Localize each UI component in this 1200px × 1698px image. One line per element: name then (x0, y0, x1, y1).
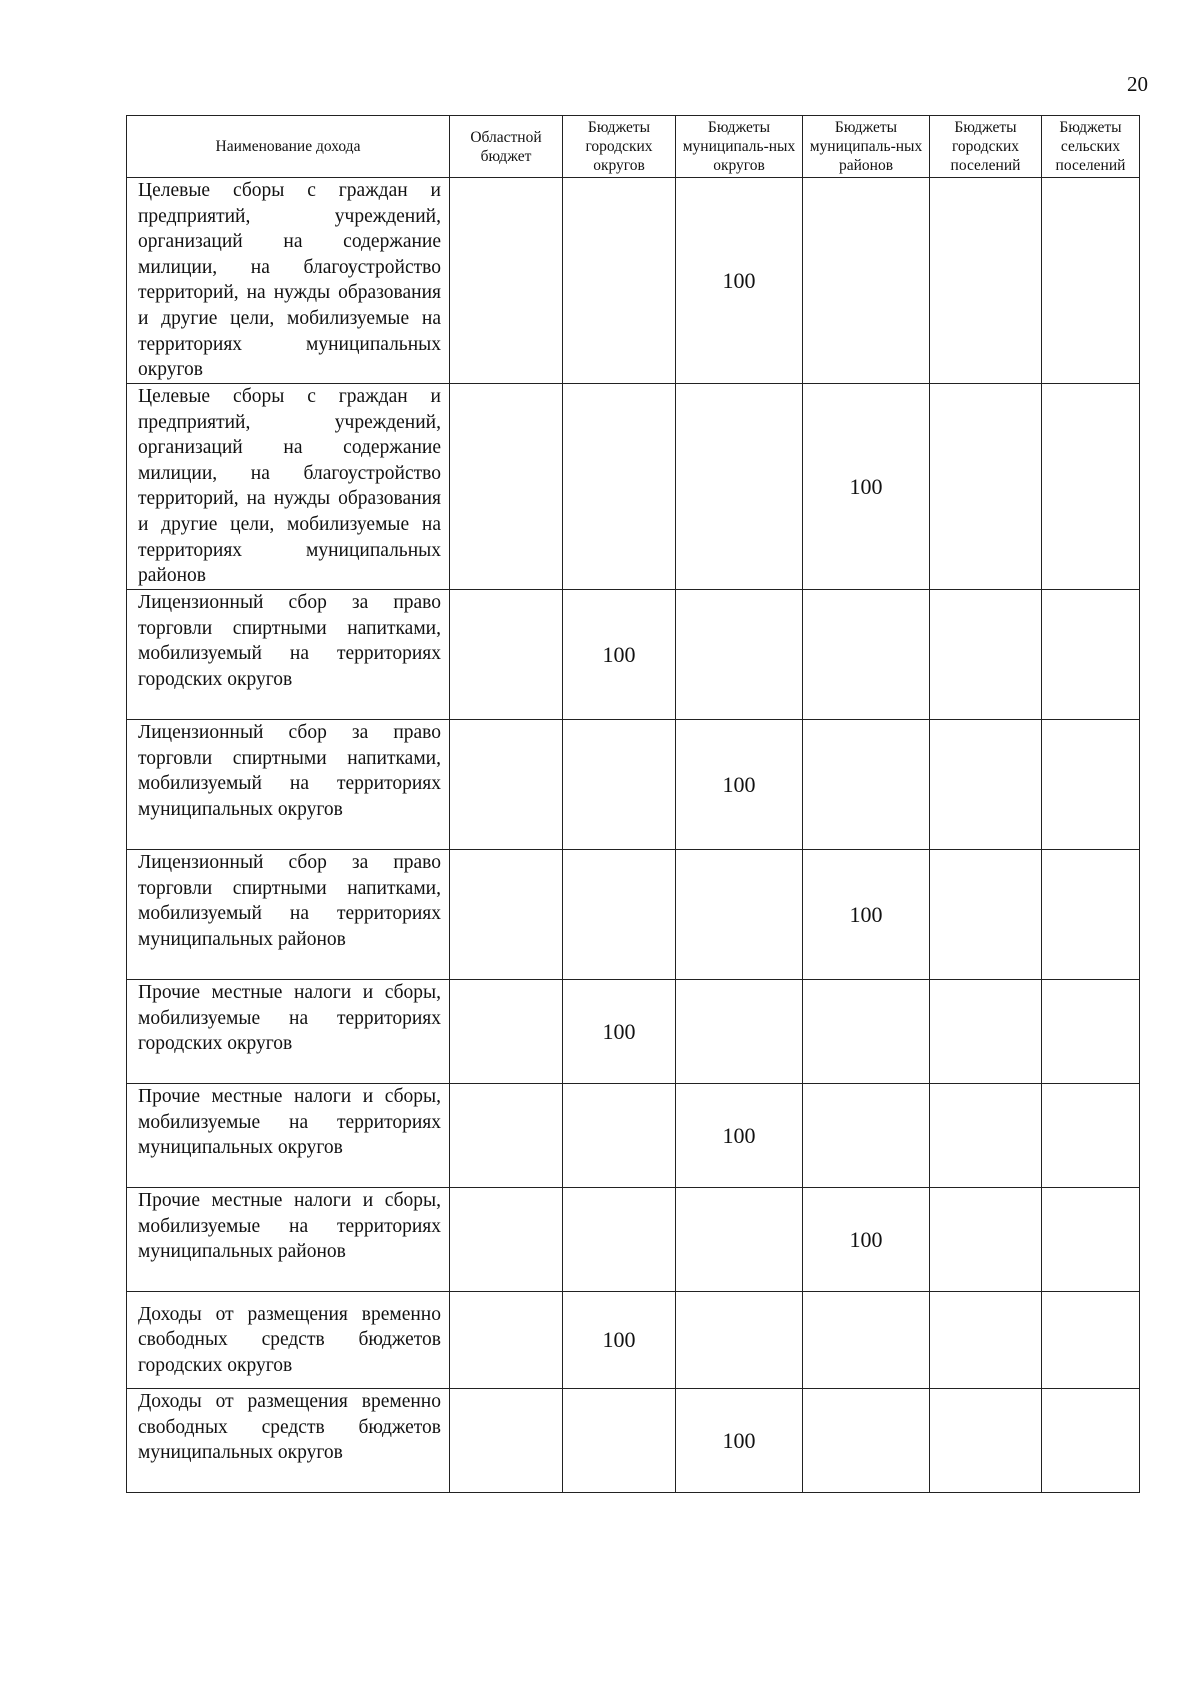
urban-settlement-cell (930, 178, 1042, 384)
table-row (127, 1292, 1140, 1389)
regional-budget-cell (450, 720, 563, 850)
regional-budget-cell (450, 1389, 563, 1493)
municipal-district-cell (676, 1188, 803, 1292)
city-district-cell (563, 1084, 676, 1188)
rural-settlement-cell (1042, 1188, 1140, 1292)
municipal-district-cell (676, 384, 803, 590)
municipal-district-cell: 100 (676, 178, 803, 384)
regional-budget-cell (450, 178, 563, 384)
municipal-district-cell: 100 (676, 720, 803, 850)
revenue-name-cell: Лицензионный сбор за право торговли спиртными напитками, мобилизуемый на территориях муниципальных районов (127, 850, 450, 980)
table-row (127, 1188, 1140, 1292)
municipal-district-cell (676, 980, 803, 1084)
table-row (127, 720, 1140, 850)
revenue-name-cell: Лицензионный сбор за право торговли спиртными напитками, мобилизуемый на территориях городских округов (127, 590, 450, 720)
rural-settlement-cell (1042, 850, 1140, 980)
rural-settlement-cell (1042, 720, 1140, 850)
city-district-cell (563, 178, 676, 384)
table-row (127, 384, 1140, 590)
city-district-cell: 100 (563, 590, 676, 720)
municipal-area-cell (803, 980, 930, 1084)
header-revenue-name: Наименование дохода (127, 116, 450, 178)
municipal-area-cell (803, 178, 930, 384)
urban-settlement-cell (930, 720, 1042, 850)
municipal-district-cell (676, 850, 803, 980)
header-regional-budget: Областной бюджет (450, 116, 563, 178)
city-district-cell (563, 384, 676, 590)
header-urban-settlement-budgets: Бюджеты городских поселений (930, 116, 1042, 178)
rural-settlement-cell (1042, 1292, 1140, 1389)
municipal-area-cell: 100 (803, 384, 930, 590)
city-district-cell (563, 850, 676, 980)
regional-budget-cell (450, 850, 563, 980)
urban-settlement-cell (930, 980, 1042, 1084)
rural-settlement-cell (1042, 1084, 1140, 1188)
municipal-district-cell (676, 1292, 803, 1389)
header-city-district-budgets: Бюджеты городских округов (563, 116, 676, 178)
table-header (127, 116, 1140, 178)
revenue-name-cell: Прочие местные налоги и сборы, мобилизуемые на территориях муниципальных районов (127, 1188, 450, 1292)
city-district-cell (563, 1389, 676, 1493)
revenue-name-cell: Целевые сборы с граждан и предприятий, учреждений, организаций на содержание милиции, на благоустройство территорий, на нужды образования и другие цели, мобилизуемые на территориях муниципальных округов (127, 178, 450, 384)
page-number: 20 (1127, 72, 1148, 96)
municipal-area-cell (803, 1084, 930, 1188)
revenue-name-cell: Прочие местные налоги и сборы, мобилизуемые на территориях городских округов (127, 980, 450, 1084)
municipal-district-cell: 100 (676, 1084, 803, 1188)
municipal-area-cell: 100 (803, 850, 930, 980)
urban-settlement-cell (930, 850, 1042, 980)
regional-budget-cell (450, 1188, 563, 1292)
city-district-cell (563, 1188, 676, 1292)
urban-settlement-cell (930, 1084, 1042, 1188)
table-row (127, 178, 1140, 384)
urban-settlement-cell (930, 1188, 1042, 1292)
regional-budget-cell (450, 384, 563, 590)
city-district-cell: 100 (563, 980, 676, 1084)
municipal-district-cell (676, 590, 803, 720)
municipal-area-cell (803, 720, 930, 850)
urban-settlement-cell (930, 384, 1042, 590)
header-row (127, 116, 1140, 178)
city-district-cell (563, 720, 676, 850)
municipal-area-cell: 100 (803, 1188, 930, 1292)
table-row (127, 850, 1140, 980)
urban-settlement-cell (930, 1292, 1042, 1389)
rural-settlement-cell (1042, 980, 1140, 1084)
municipal-area-cell (803, 1389, 930, 1493)
rural-settlement-cell (1042, 384, 1140, 590)
municipal-district-cell: 100 (676, 1389, 803, 1493)
rural-settlement-cell (1042, 590, 1140, 720)
table-row (127, 980, 1140, 1084)
header-municipal-district-budgets: Бюджеты муниципаль-ных округов (676, 116, 803, 178)
revenue-name-cell: Доходы от размещения временно свободных средств бюджетов городских округов (127, 1292, 450, 1389)
table-row (127, 1389, 1140, 1493)
regional-budget-cell (450, 1084, 563, 1188)
table-row (127, 1084, 1140, 1188)
rural-settlement-cell (1042, 178, 1140, 384)
urban-settlement-cell (930, 1389, 1042, 1493)
revenue-name-cell: Лицензионный сбор за право торговли спиртными напитками, мобилизуемый на территориях муниципальных округов (127, 720, 450, 850)
regional-budget-cell (450, 980, 563, 1084)
revenue-name-cell: Целевые сборы с граждан и предприятий, учреждений, организаций на содержание милиции, на благоустройство территорий, на нужды образования и другие цели, мобилизуемые на территориях муниципальных районов (127, 384, 450, 590)
revenue-distribution-table (126, 115, 1140, 1493)
revenue-name-cell: Прочие местные налоги и сборы, мобилизуемые на территориях муниципальных округов (127, 1084, 450, 1188)
urban-settlement-cell (930, 590, 1042, 720)
header-rural-settlement-budgets: Бюджеты сельских поселений (1042, 116, 1140, 178)
rural-settlement-cell (1042, 1389, 1140, 1493)
table-body (127, 178, 1140, 1493)
regional-budget-cell (450, 590, 563, 720)
municipal-area-cell (803, 1292, 930, 1389)
municipal-area-cell (803, 590, 930, 720)
table-row (127, 590, 1140, 720)
header-municipal-area-budgets: Бюджеты муниципаль-ных районов (803, 116, 930, 178)
revenue-name-cell: Доходы от размещения временно свободных средств бюджетов муниципальных округов (127, 1389, 450, 1493)
city-district-cell: 100 (563, 1292, 676, 1389)
regional-budget-cell (450, 1292, 563, 1389)
